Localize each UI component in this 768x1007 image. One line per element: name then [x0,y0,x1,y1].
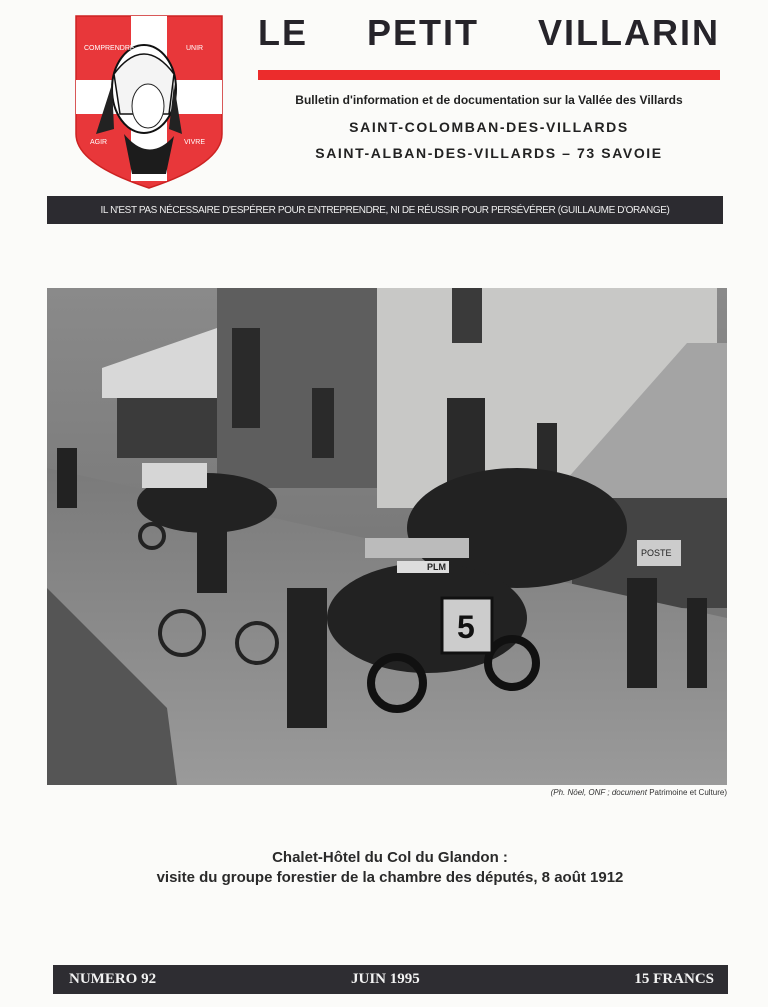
svg-text:PLM: PLM [427,562,446,572]
commune-line-2: SAINT-ALBAN-DES-VILLARDS – 73 SAVOIE [315,145,663,161]
cover-heading [60,848,720,888]
motto-text: IL N'EST PAS NÉCESSAIRE D'ESPÉRER POUR ENTREPRENDRE, NI DE RÉUSSIR POUR PERSÉVÉRER (GUILLAUME D'ORANGE) [100,204,670,216]
heading-line-2: visite du groupe forestier de la chambre des députés, 8 août 1912 [156,869,624,886]
red-divider [258,70,720,80]
motto-band [47,196,723,224]
issue-number: NUMERO 92 [69,971,157,987]
poste-sign [637,540,681,566]
svg-text:COMPRENDRE: COMPRENDRE [84,45,135,52]
issue-price: 15 FRANCS [634,971,714,987]
svg-text:UNIR: UNIR [186,45,204,52]
issue-date: JUIN 1995 [351,971,420,987]
subtitle: Bulletin d'information et de documentation sur la Vallée des Villards [295,93,683,107]
heading-line-1: Chalet-Hôtel du Col du Glandon : [272,849,508,866]
credit-source: Patrimoine et Culture) [649,788,727,797]
svg-text:5: 5 [457,609,475,645]
svg-text:POSTE: POSTE [641,548,672,558]
svg-text:VIVRE: VIVRE [184,139,206,146]
publication-title: LE PETIT VILLARIN [258,12,720,53]
logo-shield [74,14,224,190]
photo-credit [300,788,727,797]
commune-line-1: SAINT-COLOMBAN-DES-VILLARDS [349,119,629,135]
credit-photographer: (Ph. Nöel, ONF ; document [550,788,647,797]
svg-text:AGIR: AGIR [90,139,108,146]
cover-photo [47,288,727,785]
footer-band [53,965,728,994]
